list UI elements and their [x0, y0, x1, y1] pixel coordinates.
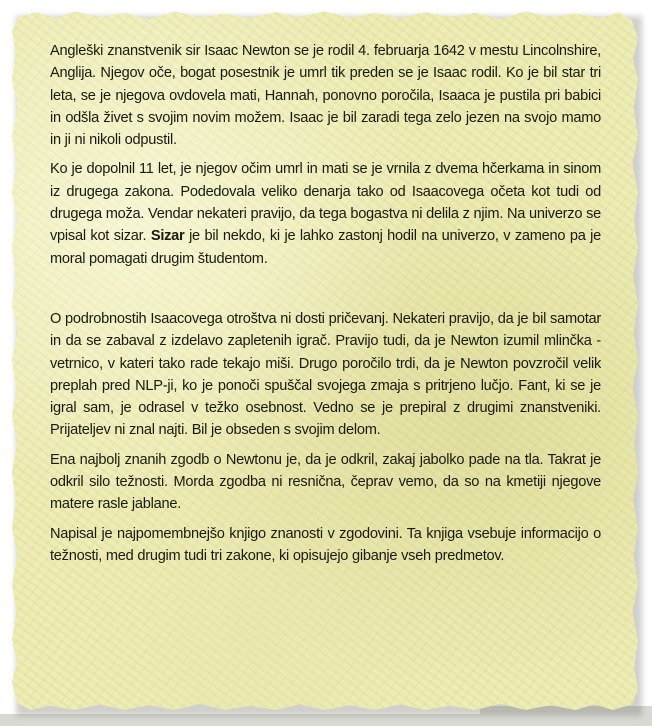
paragraph-sizar-text-1: Ko je dopolnil 11 let, je njegov očim umrl in mati se je vrnila z dvema hčerkama in sinom iz drugega zakona. Podedovala veliko denarja tako od Isaacovega očeta kot tudi od drugega moža. Vendar nekateri pravijo, da tega bogastva ni delila z njim. Na univerzo se vpisal kot sizar. [50, 161, 601, 245]
paragraph-birth: Angleški znanstvenik sir Isaac Newton se je rodil 4. februarja 1642 v mestu Lincolnshire, Anglija. Njegov oče, bogat posestnik je umrl tik preden se je Isaac rodil. Ko je bil star tri leta, se je njegova ovdovela mati, Hannah, ponovno poročila, Isaaca je pustila pri babici in odšla živet s svojim novim možem. Isaac je bil zaradi tega zelo jezen na svojo mamo in ji ni nikoli odpustil. [50, 43, 601, 149]
paragraph-childhood: O podrobnostih Isaacovega otroštva ni dosti pričevanj. Nekateri pravijo, da je bil samotar in da se zabaval z izdelavo zapletenih igrač. Pravijo tudi, da je Newton izumil mlinčka - vetrnico, v kateri tako rade tekajo miši. Drugo poročilo trdi, da je Newton povzročil velik preplah pred NLP-ji, ko je ponoči spuščal svojega zmaja s pritrjeno lučjo. Fant, ki se je igral sam, je odrasel v težko osebnost. Vedno se je prepiral z drugimi znanstveniki. Prijateljev ni znal najti. Bil je obseden s svojim delom. [50, 310, 601, 439]
paragraph-book: Napisal je najpomembnejšo knjigo znanosti v zgodovini. Ta knjiga vsebuje informacijo o težnosti, med drugim tudi tri zakone, ki opisujejo gibanje vseh predmetov. [50, 525, 601, 564]
paragraph-sizar-text-2: je bil nekdo, ki je lahko zastonj hodil na univerzo, v zameno pa je moral pomagati drugim študentom. [50, 228, 602, 267]
paragraph-sizar [50, 158, 601, 269]
document-text [50, 40, 601, 574]
paragraph-apple: Ena najbolj znanih zgodb o Newtonu je, da je odkril, zakaj jabolko pade na tla. Takrat je odkril silo težnosti. Morda zgodba ni resnična, čeprav vemo, da so na kmetiji njegove matere rasle jablane. [50, 451, 601, 513]
sizar-term: Sizar [150, 228, 185, 245]
